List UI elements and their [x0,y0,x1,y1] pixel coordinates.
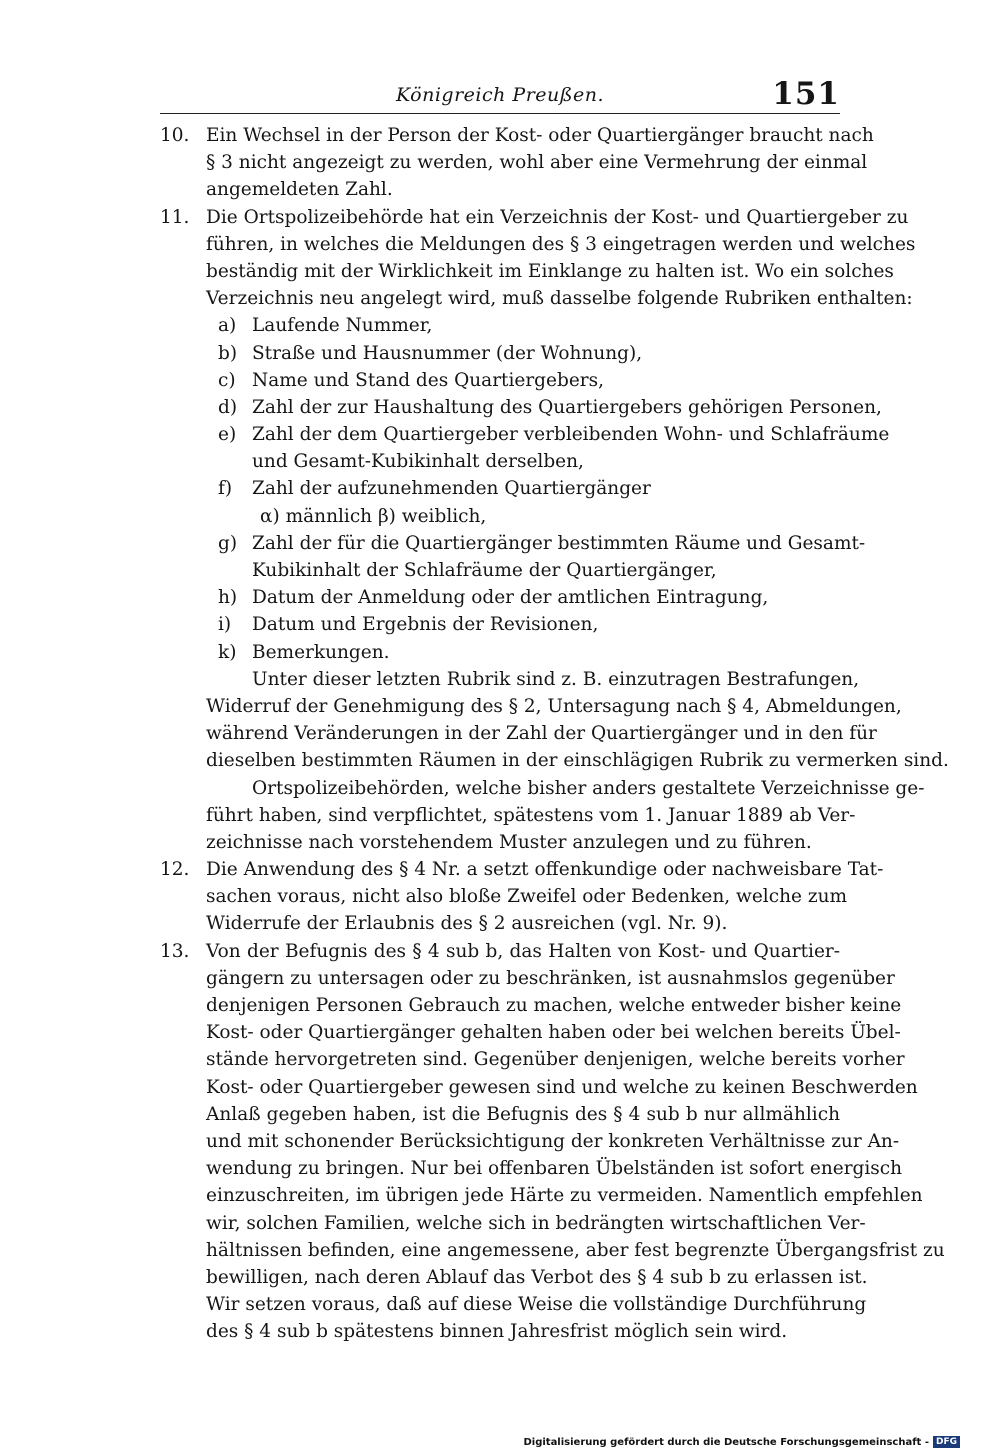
rubric-text: Datum und Ergebnis der Revisionen, [252,614,599,636]
text-line: § 3 nicht angezeigt zu werden, wohl aber eine Vermehrung der einmal [206,152,868,174]
text-line: Kost- oder Quartiergänger gehalten haben oder bei welchen bereits Übel- [206,1022,901,1044]
text-line: wir, solchen Familien, welche sich in bedrängten wirtschaftlichen Ver- [206,1212,866,1234]
text-line: sachen voraus, nicht also bloße Zweifel oder Bedenken, welche zum [206,886,848,908]
digitization-credit [523,1436,960,1448]
item-number: 10. [160,125,190,146]
rubric-c [160,367,840,394]
text-line: hältnissen befinden, eine angemessene, aber fest begrenzte Übergangsfrist zu [206,1239,945,1261]
rubric-letter: c) [218,369,236,391]
rubric-i [160,611,840,638]
rubric-letter: b) [218,342,238,364]
text-line: denjenigen Personen Gebrauch zu machen, welche entweder bisher keine [206,995,902,1016]
rubric-letter: e) [218,424,237,446]
credit-text: Digitalisierung gefördert durch die Deutsche Forschungsgemeinschaft - [523,1436,929,1448]
rubric-text: Zahl der dem Quartiergeber verbleibenden Wohn- und Schlafräume [252,424,890,446]
rubric-text: Name und Stand des Quartiergebers, [252,369,604,391]
text-line: Die Anwendung des § 4 Nr. a setzt offenkundige oder nachweisbare Tat- [206,859,884,881]
rubric-text: Zahl der zur Haushaltung des Quartiergebers gehörigen Personen, [252,396,882,418]
text-line: angemeldeten Zahl. [206,179,393,201]
rubric-g [160,530,866,557]
text-line: stände hervorgetreten sind. Gegenüber denjenigen, welche bereits vorher [206,1049,905,1071]
rubric-letter: h) [218,587,238,609]
text-line: Von der Befugnis des § 4 sub b, das Halten von Kost- und Quartier- [206,940,840,962]
running-header [160,76,840,112]
text-line: des § 4 sub b spätestens binnen Jahresfrist möglich sein wird. [206,1321,788,1343]
rubric-text: Laufende Nummer, [252,315,433,337]
rubric-text: Zahl der für die Quartiergänger bestimmten Räume und Gesamt- [252,532,866,554]
rubric-k [160,639,840,666]
item-10 [160,122,874,204]
rubric-letter: g) [218,532,238,554]
text-line: einzuschreiten, im übrigen jede Härte zu vermeiden. Namentlich empfehlen [206,1185,923,1207]
rubric-text: Zahl der aufzunehmenden Quartiergänger [252,478,651,500]
rubric-e [160,421,890,448]
rubric-d [160,394,882,421]
rubric-f [160,475,840,502]
document-body [160,122,949,1345]
rubric-text: α) männlich β) weiblich, [260,505,487,527]
text-line: Kost- oder Quartiergeber gewesen sind und welche zu keinen Beschwerden [206,1076,918,1098]
rubric-text: Datum der Anmeldung oder der amtlichen Eintragung, [252,587,769,609]
rubric-a [160,312,840,339]
text-line: dieselben bestimmten Räumen in der einschlägigen Rubrik zu vermerken sind. [206,750,949,772]
item-13 [160,938,945,1346]
text-line: Die Ortspolizeibehörde hat ein Verzeichnis der Kost- und Quartiergeber zu [206,206,909,228]
rubric-letter: i) [218,614,232,636]
text-line: Widerruf der Genehmigung des § 2, Untersagung nach § 4, Abmeldungen, [206,695,902,717]
page-number: 151 [772,76,840,112]
text-line: Verzeichnis neu angelegt wird, muß dasselbe folgende Rubriken enthalten: [206,288,913,310]
text-line: Wir setzen voraus, daß auf diese Weise die vollständige Durchführung [206,1294,867,1316]
rubric-text: Kubikinhalt der Schlafräume der Quartiergänger, [252,560,717,581]
item-11 [160,204,949,857]
text-line: wendung zu bringen. Nur bei offenbaren Übelständen ist sofort energisch [206,1158,903,1180]
text-line: Ein Wechsel in der Person der Kost- oder Quartiergänger braucht nach [206,125,874,146]
rubric-letter: f) [218,478,233,500]
text-line: beständig mit der Wirklichkeit im Einklange zu halten ist. Wo ein solches [206,260,894,282]
text-line: gängern zu untersagen oder zu beschränken, ist ausnahmslos gegenüber [206,967,895,989]
rubric-text: Straße und Hausnummer (der Wohnung), [252,342,643,364]
rubric-b [160,340,840,367]
text-line: Widerrufe der Erlaubnis des § 2 ausreichen (vgl. Nr. 9). [206,913,728,935]
item-12 [160,856,884,938]
text-line: Unter dieser letzten Rubrik sind z. B. einzutragen Bestrafungen, [252,668,860,690]
text-line: und mit schonender Berücksichtigung der konkreten Verhältnisse zur An- [206,1130,900,1152]
text-line: bewilligen, nach deren Ablauf das Verbot des § 4 sub b zu erlassen ist. [206,1266,868,1288]
item-number: 11. [160,206,190,228]
text-line: zeichnisse nach vorstehendem Muster anzulegen und zu führen. [206,831,812,853]
item-number: 13. [160,940,190,962]
text-line: während Veränderungen in der Zahl der Quartiergänger und in den für [206,723,877,745]
header-title: Königreich Preußen. [396,84,604,106]
text-line: Ortspolizeibehörden, welche bisher anders gestaltete Verzeichnisse ge- [252,777,925,799]
rubric-text: Bemerkungen. [252,641,390,663]
rubric-letter: k) [218,641,237,663]
rubric-letter: a) [218,315,237,337]
rubric-h [160,584,840,611]
text-line: führt haben, sind verpflichtet, spätestens vom 1. Januar 1889 ab Ver- [206,804,856,826]
rubric-text: und Gesamt-Kubikinhalt derselben, [252,451,584,473]
dfg-logo: DFG [933,1436,960,1448]
header-rule [160,113,840,114]
text-line: führen, in welches die Meldungen des § 3 eingetragen werden und welches [206,233,916,255]
item-number: 12. [160,859,190,881]
text-line: Anlaß gegeben haben, ist die Befugnis des § 4 sub b nur allmählich [206,1103,840,1125]
rubric-letter: d) [218,396,238,418]
